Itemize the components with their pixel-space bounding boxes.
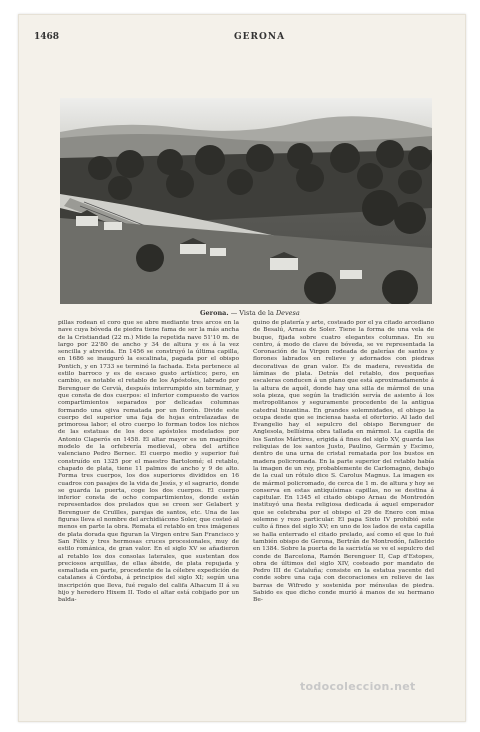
left-column (58, 320, 239, 605)
left-column-text: pillas rodean el coro que se abre mediante tres arcos en la nave cuya bóveda de piedra tiene fama de ser la más ancha de la Cristiandad (22 m.) Mide la repetida nave 51'10 m. de largo por 22'80 de ancho y 34 de altura y es á la vez sencilla y atrevida. En 1456 se construyó la última capilla, en 1686 se inauguró la escalinata, pagada por el obispo Pontich, y en 1733 se terminó la fachada. Esta pertenece al estilo barroco y es de escaso gusto artístico; pero, en cambio, es notable el retablo de los Apóstoles, labrado por Berenguer de Cervià, después interrumpido sin terminar, y que consta de dos cuerpos: el inferior compuesto de varios compartimientos separados por delicadas columnas formando una ojiva rematada por un florón. Divide este cuerpo del superior una faja de hojas entrelazadas de primorosa labor; el otro cuerpo lo forman todos los nichos de las estatuas de los doce apóstoles modelados por Antonio Claperós en 1458. El altar mayor es un magnífico modelo de la orfebrería medieval, obra del artífice valenciano Pedro Bernec. El cuerpo medio y superior fué construído en 1325 por el maestro Bartolomé; el retablo, chapado de plata, tiene 11 palmos de ancho y 9 de alto. Forma tres cuerpos, los dos superiores divididos en 16 cuadros con pasajes de la vida de Jesús, y el sagrario, donde se guarda la puerta, coge los dos cuerpos. El cuerpo inferior consta de ocho compartimientos, donde están representados dos prelados que se creen ser Gelabert y Berenguer de Cruïlles, parejas de santos, etc. Una de las figuras lleva el nombre del archidiácono Soler, que costeó al menos en parte la obra. Remata el retablo en tres imágenes de plata dorada que figuran la Virgen entre San Francisco y San Fèlix y tres hermosas cruces procesionales, muy de estilo románica, de gran valor. En el siglo XV se añadieron al retablo los dos consolas laterales, que sustentan dos preciosos arquillas, de ellas ábside, de plata repujada y esmaltada en parte, procedente de la célebre expedición de catalanes á Córdoba, á principios del siglo XI; según una inscripción que lleva, fué regalo del califa Alhacum II á su hijo y heredero Hixem II. Todo el altar está cobijado por un balda- (58, 320, 239, 604)
caption-separator: — Vista de la (228, 309, 276, 317)
right-column (253, 320, 434, 605)
right-column-text: quino de platería y arte, costeado por el ya citado arcediano de Besalú, Arnau de Soler. Tiene la forma de una vela de buque, fijada sobre cuatro elegantes columnas. En su centro, á modo de clave de bóveda, se ve representada la Coronación de la Virgen rodeada de galerías de santos y florones labrados en relieve y adornados con piedras decorativas de gran valor. Es de madera, revestida de láminas de plata. Detrás del retablo, dos pequeñas escaleras conducen á un plano que está aproximadamente á la altura de aquél, donde hay una silla de mármol de una sola pieza, que según la tradición servía de asiento á los metropolitanos y seguramente procedente de la antigua catedral bizantina. En grandes solemnidades, el obispo la ocupa desde que se inciensa hasta el ofertorio. Al lado del Evangelio hay el sepulcro del obispo Berenguer de Anglesola, bellísima obra tallada en mármol. La capilla de los Santos Mártires, erigida á fines del siglo XV, guarda las reliquias de los santos Justo, Paulino, Germán y Escimo, dentro de una urna de cristal rematada por los bustos en madera policromada. En la parte superior del retablo había la imagen de un rey, probablemente de Carlomagno, debajo de la cual un rótulo dice S. Carolus Magnus. La imagen es de mármol policromado, de cerca de 1 m. de altura y hoy se conserva en estas antiquísimas capillas, no se destina á capitular. En 1345 el citado obispo Arnau de Montredón instituyó una fiesta religiosa dedicada á aquel emperador que se celebraba por el obispo el 29 de Enero con misa solemne y rezo particular. El papa Sixto IV prohibió este culto á fines del siglo XV; en uno de los lados de esta capilla se halla enterrado el citado prelado, así como el que lo fué también obispo de Gerona, Bertrán de Montredón, fallecido en 1384. Sobre la puerta de la sacristía se ve el sepulcro del conde de Barcelona, Ramón Berenguer II, Cap d'Estopes, obra de últimos del siglo XIV, costeado por mandato de Pedro III de Cataluña; consiste en la estatua yacente del conde sobre una caja con decoraciones en relieve de las barras de Wifredo y sostenida por ménsulas de piedra. Sabido es que dicho conde murió á manos de su hermano Be- (253, 320, 434, 604)
landscape-photo (60, 98, 432, 304)
watermark: todocoleccion.net (300, 680, 416, 693)
body-text (58, 320, 434, 690)
figure-caption (200, 309, 360, 317)
page-number: 1468 (34, 32, 60, 42)
caption-place: Gerona. (200, 309, 229, 317)
page-header (34, 32, 394, 46)
running-title: GERONA (234, 32, 286, 42)
caption-emphasis: Devesa (275, 309, 300, 317)
photo-illustration (60, 98, 432, 304)
